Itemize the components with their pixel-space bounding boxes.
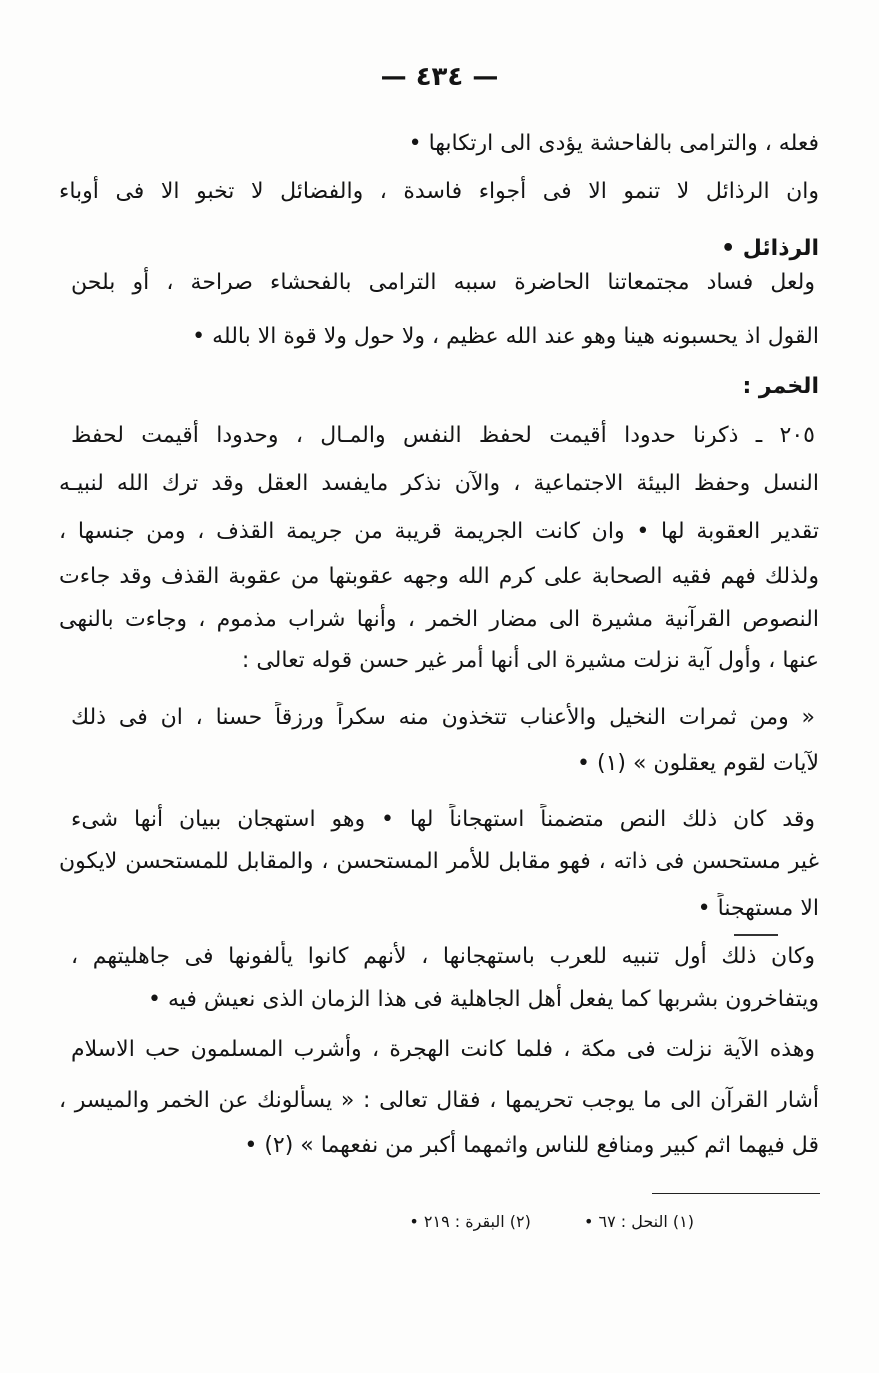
text-line-1: فعله ، والترامى بالفاحشة يؤدى الى ارتكابها •: [408, 131, 819, 156]
text-line-22: قل فيهما اثم كبير ومنافع للناس واثمهما أكبر من نفعهما » (٢) •: [244, 1133, 819, 1158]
text-line-5: القول اذ يحسبونه هينا وهو عند الله عظيم ، ولا حول ولا قوة الا بالله •: [192, 324, 819, 349]
text-line-7: ٢٠٥ ـ ذكرنا حدودا أقيمت لحفظ النفس والمـال ، وحدودا أقيمت لحفظ: [71, 423, 815, 448]
text-line-11: النصوص القرآنية مشيرة الى مضار الخمر ، وأنها شراب مذموم ، وجاءت بالنهى: [59, 607, 819, 632]
quran-verse-line-1: « ومن ثمرات النخيل والأعناب تتخذون منه سكراً ورزقاً حسنا ، ان فى ذلك: [71, 705, 815, 730]
text-line-9: تقدير العقوبة لها • وان كانت الجريمة قريبة من جريمة القذف ، ومن جنسها ،: [59, 519, 819, 544]
text-line-8: النسل وحفظ البيئة الاجتماعية ، والآن نذكر مايفسد العقل وقد ترك الله لنبيـه: [59, 471, 819, 496]
text-line-21: أشار القرآن الى ما يوجب تحريمها ، فقال تعالى : « يسألونك عن الخمر والميسر ،: [59, 1088, 819, 1113]
page-number: — ٤٣٤ —: [380, 62, 499, 92]
text-line-17: الا مستهجناً •: [697, 896, 819, 921]
text-line-18: وكان ذلك أول تنبيه للعرب باستهجانها ، لأنهم كانوا يألفونها فى جاهليتهم ،: [71, 944, 815, 969]
text-line-2: وان الرذائل لا تنمو الا فى أجواء فاسدة ، والفضائل لا تخبو الا فى أوباء: [59, 179, 819, 204]
footnote-1: (١) النحل : ٦٧ •: [583, 1212, 694, 1231]
text-line-3: الرذائل •: [721, 236, 819, 261]
section-heading: الخمر :: [742, 374, 819, 399]
text-line-10: ولذلك فهم فقيه الصحابة على كرم الله وجهه عقوبتها من عقوبة القذف وقد جاءت: [59, 564, 819, 589]
quran-verse-line-2: لآيات لقوم يعقلون » (١) •: [577, 751, 819, 776]
text-line-16: غير مستحسن فى ذاته ، فهو مقابل للأمر المستحسن ، والمقابل للمستحسن لايكون: [59, 849, 819, 874]
text-line-4: ولعل فساد مجتمعاتنا الحاضرة سببه الترامى بالفحشاء صراحة ، أو بلحن: [71, 270, 815, 295]
text-line-12: عنها ، وأول آية نزلت مشيرة الى أنها أمر غير حسن قوله تعالى :: [241, 648, 819, 673]
text-line-15: وقد كان ذلك النص متضمناً استهجاناً لها • وهو استهجان ببيان أنها شىء: [71, 807, 815, 832]
footnote-2: (٢) البقرة : ٢١٩ •: [409, 1212, 531, 1231]
text-line-20: وهذه الآية نزلت فى مكة ، فلما كانت الهجرة ، وأشرب المسلمون حب الاسلام: [71, 1037, 815, 1062]
text-line-19: ويتفاخرون بشربها كما يفعل أهل الجاهلية فى هذا الزمان الذى نعيش فيه •: [148, 987, 819, 1012]
scan-mark: [734, 934, 778, 936]
footnote-divider: [652, 1193, 820, 1194]
footnotes: [409, 1212, 694, 1231]
